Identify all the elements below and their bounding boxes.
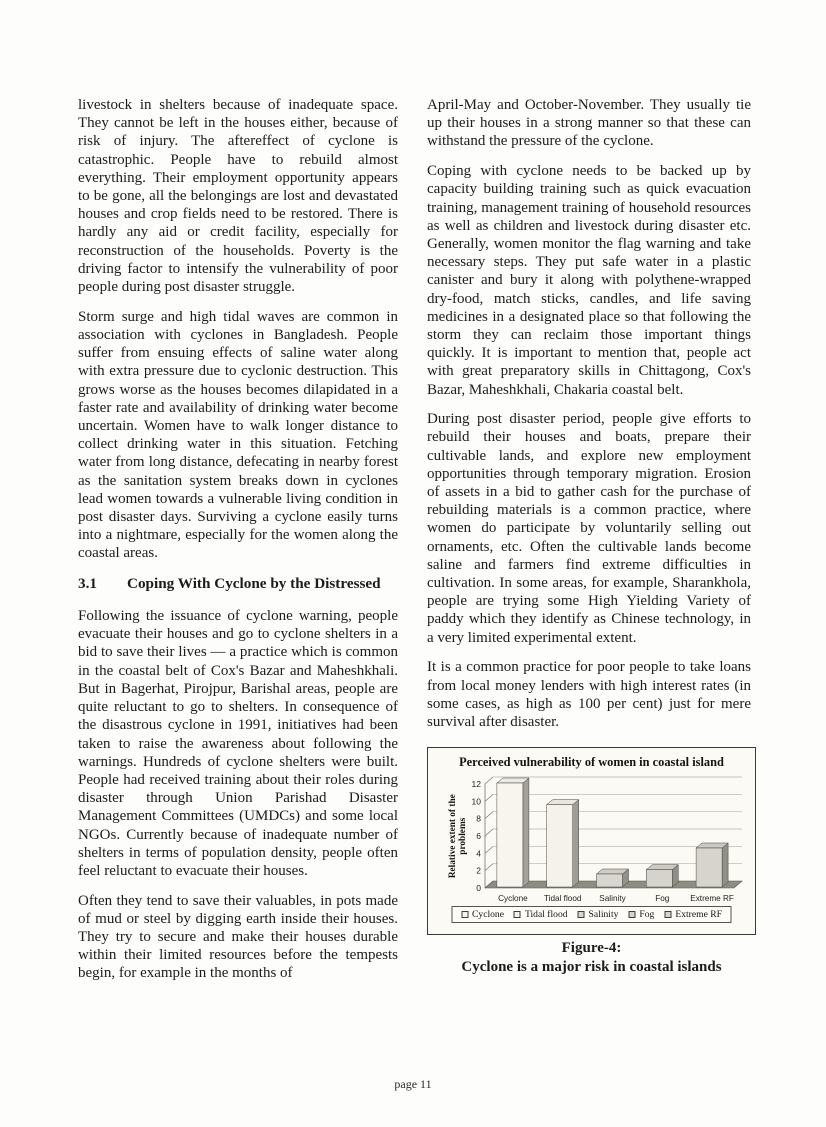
legend-swatch-icon (514, 911, 521, 918)
left-column (78, 96, 398, 994)
paragraph: Coping with cyclone needs to be backed up by capacity building training such as quick evacuation training, management training of household resources as well as children and livestock during disaster etc. Generally, women monitor the flag warning and take necessary steps. They put safe water in a plastic canister and bury it along with polythene-wrapped dry-food, match sticks, candles, and life saving medicines in a designated place so that following the storm they can reclaim those important things quickly. It is important to mention that, people act with great preparatory skills in Chittagong, Cox's Bazar, Maheshkhali, Chakaria coastal belt. (427, 163, 751, 398)
svg-text:Tidal flood: Tidal flood (543, 894, 582, 904)
section-number: 3.1 (78, 575, 97, 593)
svg-text:Extreme RF: Extreme RF (690, 894, 734, 904)
paragraph: April-May and October-November. They usually tie up their houses in a strong manner so that these can withstand the pressure of the cyclone. (427, 97, 751, 150)
chart-plot-area (428, 748, 757, 911)
legend-item (461, 909, 504, 920)
chart-title: Perceived vulnerability of women in coastal island (459, 755, 724, 770)
legend-label: Fog (639, 909, 655, 921)
figure-chart (427, 747, 756, 935)
figure-caption-line1: Figure-4: (561, 940, 622, 957)
legend-item (578, 909, 619, 920)
section-title: Coping With Cyclone by the Distressed (127, 575, 381, 593)
svg-text:6: 6 (476, 831, 481, 842)
section-heading (78, 574, 398, 593)
legend-item (628, 909, 654, 920)
paragraph: Storm surge and high tidal waves are common in association with cyclones in Bangladesh. People suffer from ensuing effects of saline water along with extra pressure due to cyclonic destruction. This grows worse as the houses becomes dilapidated in a faster rate and availability of drinking water become uncertain. Women have to walk longer distance to collect drinking water in this situation. Fetching water from long distance, defecating in nearby forest as the sanitation system breaks down in cyclones lead women towards a vulnerable living condition in post disaster days. Surviving a cyclone easily turns into a nightmare, especially for the women along the coastal areas. (78, 308, 398, 562)
legend-item (664, 909, 722, 920)
legend-label: Tidal flood (524, 909, 568, 921)
page-number: page 11 (394, 1077, 432, 1091)
chart-y-axis-label: Relative extent of the problems (447, 794, 468, 879)
right-column (427, 96, 751, 977)
svg-text:12: 12 (471, 779, 481, 790)
legend-item (514, 909, 568, 920)
paragraph: Often they tend to save their valuables, in pots made of mud or steel by digging earth inside their houses. They try to secure and make their houses durable within their limited resources before the tempests begin, for example in the months of (78, 892, 398, 982)
svg-text:2: 2 (476, 865, 481, 876)
svg-text:Salinity: Salinity (599, 894, 626, 904)
svg-text:8: 8 (476, 813, 481, 824)
legend-label: Salinity (588, 909, 619, 921)
legend-label: Cyclone (472, 909, 504, 921)
legend-swatch-icon (664, 911, 671, 918)
svg-text:Cyclone: Cyclone (498, 894, 528, 904)
svg-text:0: 0 (476, 883, 481, 894)
paragraph: During post disaster period, people give efforts to rebuild their houses and boats, prepare their cultivable lands, and explore new employment opportunities through temporary migration. Erosion of assets in a bid to gather cash for the purchase of rebuilding materials is a common practice, where women do participate by voluntarily selling out ornaments, etc. Often the cultivable lands become saline and farmers find extreme difficulties in cultivation. In some areas, for example, Sharankhola, people are trying some High Yielding Variety of paddy which they identify as Chinese technology, in a very limited experimental extent. (427, 411, 751, 646)
chart-legend (451, 906, 732, 923)
paragraph: It is a common practice for poor people to take loans from local money lenders with high interest rates (in some cases, as high as 100 per cent) just for mere survival after disaster. (427, 659, 751, 730)
paragraph: Following the issuance of cyclone warning, people evacuate their houses and go to cyclone shelters in a bid to save their lives — a practice which is common in the coastal belt of Cox's Bazar and Maheshkhali. But in Bagerhat, Pirojpur, Barishal areas, people are quite reluctant to go to shelters. In consequence of the disastrous cyclone in 1991, initiatives had been taken to raise the awareness about following the warnings. Hundreds of cyclone shelters were built. People had received training about their roles during disaster through Union Parishad Disaster Management Committees (UMDCs) and some local NGOs. Currently because of inadequate number of shelters in terms of population density, people often feel reluctant to evacuate their houses. (78, 608, 398, 879)
legend-label: Extreme RF (675, 909, 722, 921)
figure-caption-line2: Cyclone is a major risk in coastal islands (461, 959, 722, 976)
paragraph: livestock in shelters because of inadequate space. They cannot be left in the houses either, because of risk of injury. The aftereffect of cyclone is catastrophic. People have to rebuild almost everything. Their employment opportunity appears to be gone, all the belongings are lost and devastated houses and crop fields need to be restored. There is hardly any aid or credit facility, especially for reconstruction of the households. Poverty is the driving factor to intensify the vulnerability of poor people during post disaster struggle. (78, 97, 398, 296)
legend-swatch-icon (578, 911, 585, 918)
svg-text:Fog: Fog (655, 894, 670, 904)
svg-text:10: 10 (471, 796, 481, 807)
svg-text:4: 4 (476, 848, 481, 859)
figure-caption (427, 939, 756, 977)
legend-swatch-icon (461, 911, 468, 918)
legend-swatch-icon (628, 911, 635, 918)
